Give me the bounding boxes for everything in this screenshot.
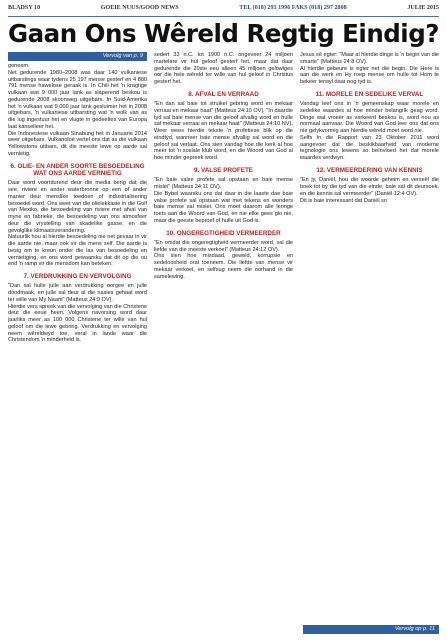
paragraph: "En baie valse profete sal opstaan en baie mense mislei" (Matteus 24:11 OV). (154, 177, 293, 191)
section-heading: 7. VERDRUKKING EN VERVOLGING (23, 273, 132, 281)
paragraph: Dit is baie interessant dat Daniël so (300, 197, 387, 204)
continued-to-banner[interactable]: Vervolg op p. 11 (303, 625, 439, 634)
paragraph: Ons sien hoe misdaad, geweld, korrupsie en sedeloosheid oral toeneem. Die liefde van mense vir mekaar verkoel, en selfsug neem die oorhand in die samelewing. (154, 253, 293, 280)
paragraph: "Dan sal hulle julle aan verdrukking oorgee en julle doodmaak, en julle sal deur al die nasies gehaat word ter wille van My Naam" (Matteus 24:9 OV). (8, 283, 147, 303)
paragraph: Vandag leef ons in 'n gemeenskap waar morele en sedelike waardes al hoe minder belangrik geag word. Dinge wat vroeër as verkeerd beskou is, word nou as normaal aanvaar. Die Woord van God leer ons dat ons nie gelykvormig aan hierdie wêreld moet word nie. (300, 101, 439, 135)
paragraph: Hierdie vers spreek van die vervolging van die Christene deur die eeue heen. Volgens navorsing word daar jaarliks meer as 100 000 Christene ter wille van hul geloof om die lewe gebring. Verdrukking en vervolging neem wêreldwyd toe, veral in lande waar die Christendom 'n minderheid is. (8, 303, 147, 344)
section-heading: 12. VERMEERDERING VAN KENNIS (316, 166, 423, 174)
contact-phone: TEL (018) 293 1996 FAKS (018) 297 2808 (239, 5, 347, 11)
paragraph: Die Bybel waarsku ons dat daar in die laaste dae baie valse profete sal opstaan wat met tekens en wonders baie mense sal mislei. Ons moet daarom alle leringe toets aan die Woord van God, en nie elke gees glo nie, maar die geeste beproef of hulle uit God is. (154, 190, 293, 224)
paragraph: Natuurlik hou al hierdie besoedeling nie net gevaar in vir die aarde nie, maar ook vir die mens self. Die aarde is besig om te kreun onder die las van besoedeling en vernietiging, en ons word gewaarsku dat dit op die ou end 'n ramp vir die mensdom kan beteken. (8, 234, 147, 268)
column-2 (154, 52, 293, 635)
publication-name: GOEIE NUUS/GOOD NEWS (100, 5, 179, 11)
continued-from-banner[interactable]: Vervolg van p. 9 (8, 52, 147, 61)
article-columns (8, 52, 439, 635)
section-heading: 6. OLIE- EN ANDER SOORTE BESOEDELING WAT ONS AARDE VERNIETIG (10, 162, 145, 177)
section-heading: 11. MORELE EN SEDELIKE VERVAL (315, 90, 424, 98)
section-heading: 8. AFVAL EN VERRAAD (188, 90, 259, 98)
page-number: BLADSY 10 (8, 5, 41, 11)
paragraph: Selfs in die Rapport van 23 Oktober 2011 word aangevoer dat die beskikbaarheid van moderne tegnologie ons lewens so beïnvloed het dat morele waardes verdwyn. (300, 134, 439, 162)
paragraph: Jesus sê egter: "Maar al hierdie dinge is 'n begin van die smarte" (Matteus 24:8 OV). (300, 52, 439, 65)
paragraph: sedert 33 n.C. tot 1900 n.C. ongeveer 24 miljoen martelare vir hul geloof gesterf het, maar dat daar gedurende die 20ste eeu alleen 45 miljoen gelowiges oor die hele wêreld ter wille van hul geloof in Christus gesterf het. (154, 52, 293, 85)
paragraph: Net gedurende 1980–2008 was daar 140 vulkaniese uitbarstings waar tydens 25 197 mense gesterf en 4 880 791 mense hawelose geraak is. In Chili het 'n kragtige vulkaan wat 9 000 jaar lank as slaperend beskou is gedurende 2008 skoonweg uitgebars. In Suid-Amerika het 'n vulkaan wat 9 000 jaar lank gesluimer het in 2008 uitgebars, 'n vulkaniese uitbarsting wat 'n wolk van as die lug ingestuur het en vlugte in gedeeltes van Europa laat kanselleer het. (8, 69, 147, 130)
page-header (8, 0, 439, 17)
section-heading: 10. ONGEREGTIGHEID VERMEERDER (166, 229, 281, 237)
paragraph: geneem. (8, 63, 30, 69)
section-heading: 9. VALSE PROFETE (193, 166, 253, 174)
paragraph: "En dan sal baie tot struikel gebring word en mekaar verraai en mekaar haat" (Matteus 24:10 OV). "In daardie tyd sal baie mense van die geloof afvallig word en hulle sal mekaar verraai en mekaar haat" (Matteus 24:10 NV). (154, 101, 293, 128)
paragraph: Die Indonesiese vulkaan Sinabung het in Januarie 2014 weer uitgebars. Vulkanoloë vertel ons dat as die vulkaan Yellowstone uitbars, dit die meeste lewe op aarde sal vernietig. (8, 130, 147, 157)
column-3 (300, 52, 439, 635)
column-1 (8, 52, 147, 635)
paragraph: Weer wees hierdie tekste 'n profetiese blik op die eindtyd, wanneer baie mense afvallig sal word en die geloof sal verlaat. Ons sien vandag hoe die kerk al hoe meer tot 'n sosiale klub word, en die Woord van God al hoe minder gepreek word. (154, 128, 293, 162)
paragraph: Daar word voortdurend deur die media berig dat die see, riviere en ander waterbronne op een of ander manier deur menslike toedoen of industrialisering besoedel word. Ons weet van die olielekkasie in die Golf van Mexiko, die besoedeling van riviere met afval van myne en fabrieke, die besoedeling van ons atmosfeer deur die vrystelling van skadelike gasse, en die gevolglike klimaatsverandering. (8, 180, 147, 234)
paragraph: Al hierdie gebeure is egter net die begin. Die Here is aan die werk en Hy roep mense om hulle tot Hom te bekeer terwyl daar nog tyd is. (300, 65, 439, 85)
paragraph: "En omdat die ongeregtigheid vermeerder word, sal die liefde van die meeste verkoel" (Matteus 24:12 OV). (154, 239, 293, 253)
issue-date: JULIE 2015 (407, 5, 439, 11)
paragraph: "En jy, Daniël, hou die woorde geheim en verseël die boek tot by die tyd van die einde; baie sal dit deursoek, en die kennis sal vermeerder" (Daniël 12:4 OV). (300, 177, 439, 197)
article-title: Gaan Ons Wêreld Regtig Eindig? (8, 19, 439, 48)
